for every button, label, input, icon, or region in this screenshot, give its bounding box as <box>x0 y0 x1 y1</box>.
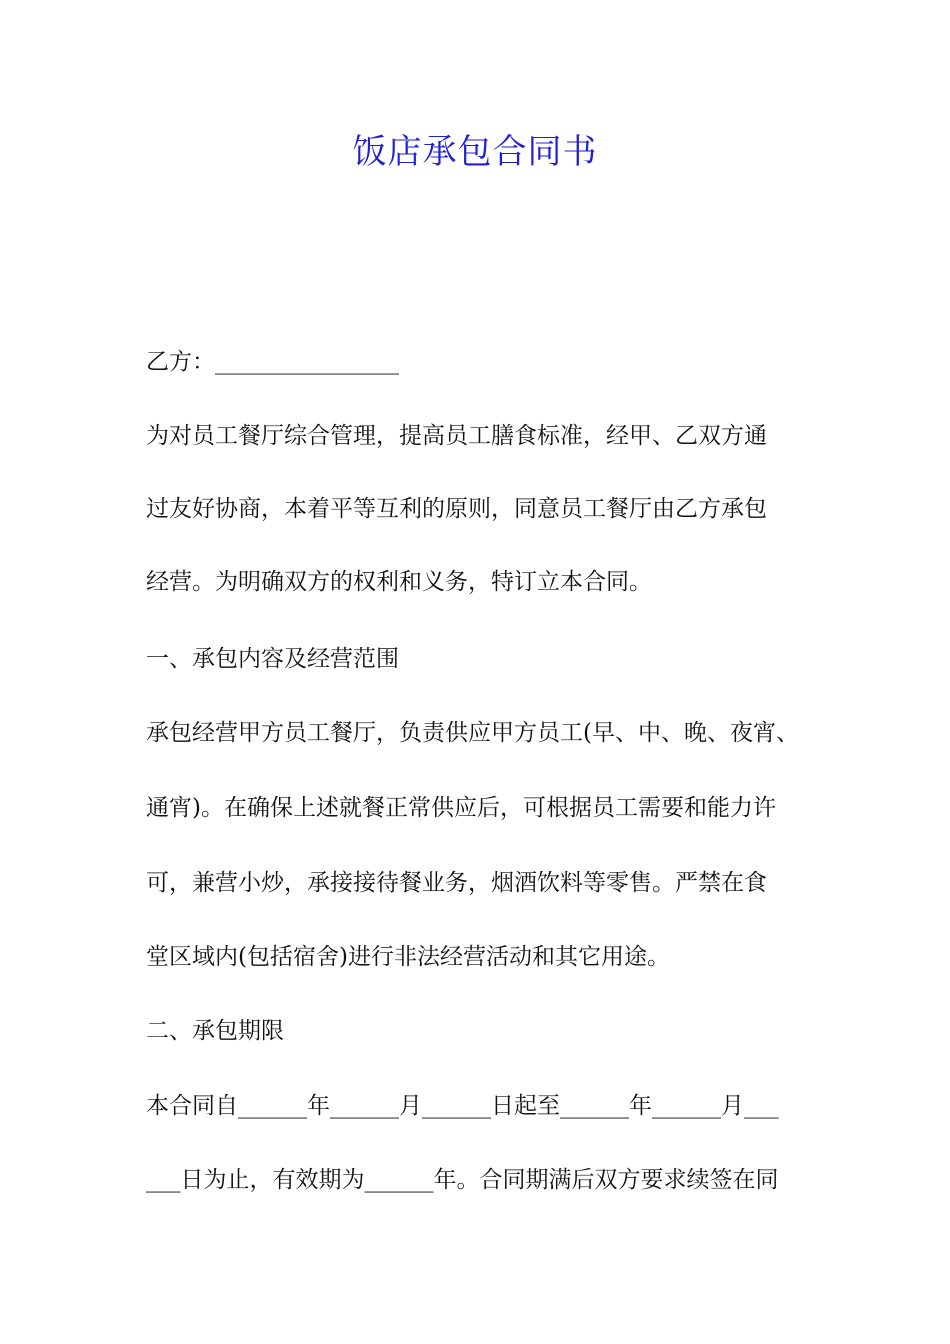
party-b-line: 乙方：________________ <box>146 349 399 375</box>
section-heading: 二、承包期限 <box>146 1018 284 1044</box>
document-title: 饭店承包合同书 <box>352 132 598 172</box>
paragraph-line: 可，兼营小炒，承接接待餐业务，烟酒饮料等零售。严禁在食 <box>146 870 767 896</box>
paragraph-line: 过友好协商，本着平等互利的原则，同意员工餐厅由乙方承包 <box>146 496 767 522</box>
paragraph-line: 为对员工餐厅综合管理，提高员工膳食标准，经甲、乙双方通 <box>146 423 767 449</box>
paragraph-line: 通宵)。在确保上述就餐正常供应后，可根据员工需要和能力许 <box>146 795 776 821</box>
paragraph-line: 堂区域内(包括宿舍)进行非法经营活动和其它用途。 <box>146 944 670 970</box>
paragraph-line: 承包经营甲方员工餐厅，负责供应甲方员工(早、中、晚、夜宵、 <box>146 720 799 746</box>
paragraph-line: 经营。为明确双方的权利和义务，特订立本合同。 <box>146 569 652 595</box>
section-heading: 一、承包内容及经营范围 <box>146 646 399 672</box>
paragraph-line: 本合同自______年______月______日起至______年______月___ <box>146 1093 779 1119</box>
paragraph-line: ___日为止，有效期为______年。合同期满后双方要求续签在同 <box>146 1167 779 1193</box>
